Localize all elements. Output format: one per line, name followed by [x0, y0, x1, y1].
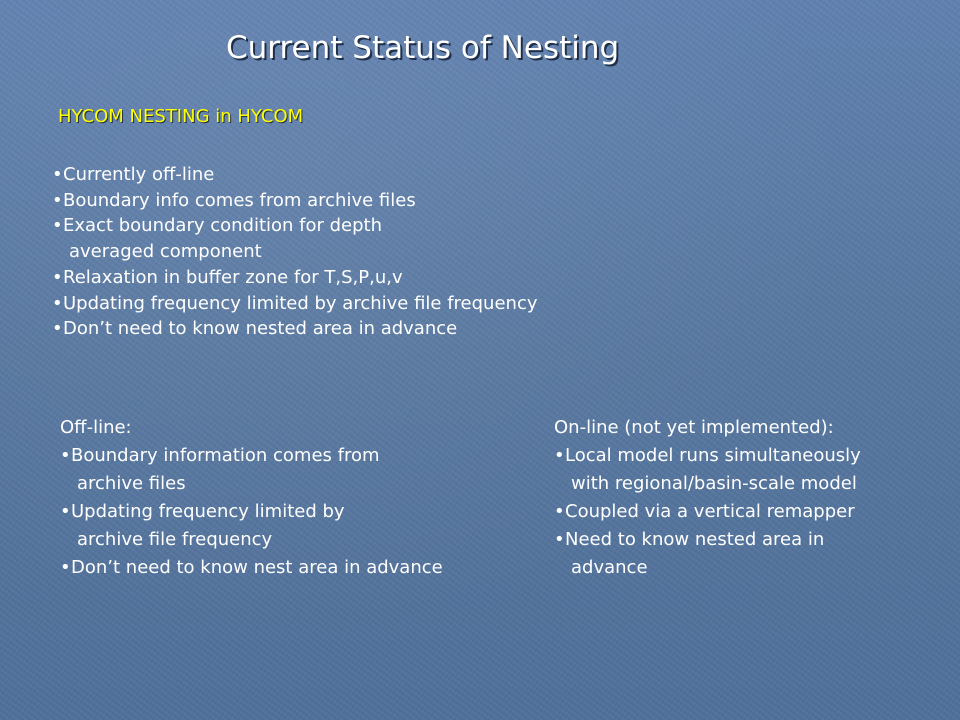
offline-item [60, 498, 443, 554]
bullet-dot-icon: • [554, 529, 565, 550]
bullet-dot-icon: • [60, 557, 71, 578]
offline-heading: Off-line: [60, 417, 132, 438]
offline-column [60, 414, 443, 582]
section-subtitle: HYCOM NESTING in HYCOM [58, 106, 304, 127]
bullet-text: Boundary information comes from [71, 445, 380, 466]
bullet-dot-icon: • [554, 501, 565, 522]
bullet-dot-icon: • [52, 266, 63, 288]
bullet-text: Updating frequency limited by [71, 501, 345, 522]
bullet-text: Updating frequency limited by archive file frequency [63, 292, 538, 314]
bullet-text: Exact boundary condition for depth [63, 215, 383, 237]
bullet-dot-icon: • [52, 318, 63, 340]
online-item [554, 498, 861, 526]
main-bullet-list [52, 162, 538, 342]
online-item [554, 442, 861, 498]
slide-title: Current Status of Nesting [226, 30, 620, 66]
bullet-text: Coupled via a vertical remapper [565, 501, 855, 522]
bullet-text: Need to know nested area in [565, 529, 825, 550]
bullet-dot-icon: • [52, 215, 63, 237]
offline-item [60, 554, 443, 582]
offline-item [60, 442, 443, 498]
bullet-text: Relaxation in buffer zone for T,S,P,u,v [63, 266, 403, 288]
online-item [554, 526, 861, 582]
bullet-dot-icon: • [52, 164, 63, 185]
bullet-dot-icon: • [554, 445, 565, 466]
bullet-continuation: with regional/basin-scale model [571, 473, 857, 494]
bullet-continuation: averaged component [69, 241, 262, 263]
offline-list [60, 442, 443, 582]
bullet-continuation: archive files [77, 473, 186, 494]
bullet-dot-icon: • [52, 189, 63, 211]
bullet-dot-icon: • [60, 445, 71, 466]
bullet-continuation: archive file frequency [77, 529, 273, 550]
bullet-item [52, 188, 538, 214]
bullet-item [52, 291, 538, 317]
online-list [554, 442, 861, 582]
bullet-text: Don’t need to know nest area in advance [71, 557, 443, 578]
bullet-text: Boundary info comes from archive files [63, 189, 416, 211]
bullet-item [52, 265, 538, 291]
online-column [554, 414, 861, 582]
bullet-item [52, 316, 538, 342]
bullet-continuation: advance [571, 557, 648, 578]
bullet-item [52, 213, 538, 264]
bullet-text: Currently off-line [63, 164, 215, 185]
bullet-dot-icon: • [52, 292, 63, 314]
bullet-text: Local model runs simultaneously [565, 445, 861, 466]
bullet-text: Don’t need to know nested area in advance [63, 318, 458, 340]
bullet-item [52, 162, 538, 188]
online-heading: On-line (not yet implemented): [554, 417, 834, 438]
bullet-dot-icon: • [60, 501, 71, 522]
